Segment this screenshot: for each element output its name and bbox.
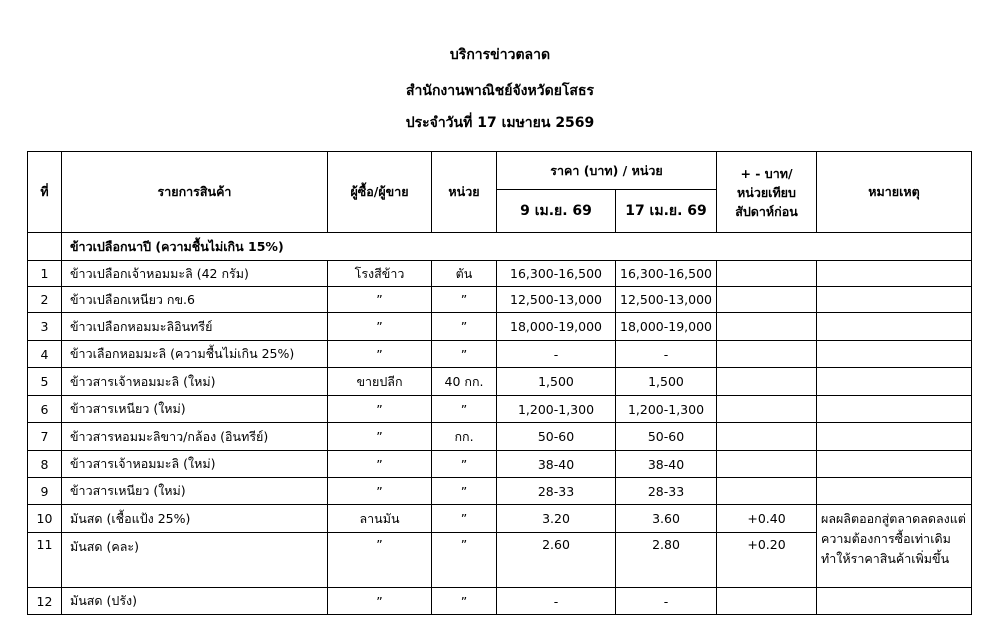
category-row (28, 233, 972, 261)
row-buyer: ” (328, 533, 432, 588)
row-buyer: ” (328, 341, 432, 368)
row-price-date1: 38-40 (497, 451, 616, 478)
row-change (717, 313, 817, 341)
table-row (28, 451, 972, 478)
row-change (717, 261, 817, 287)
table-row (28, 287, 972, 313)
row-price-date1: 12,500-13,000 (497, 287, 616, 313)
row-no: 4 (28, 341, 62, 368)
row-change (717, 478, 817, 505)
table-row (28, 396, 972, 423)
table-row (28, 478, 972, 505)
row-no: 6 (28, 396, 62, 423)
row-price-date2: - (616, 588, 717, 615)
change-header-line1: + - บาท/ (740, 165, 793, 181)
row-buyer: ขายปลีก (328, 368, 432, 396)
row-buyer: ” (328, 588, 432, 615)
table-row (28, 423, 972, 451)
col-header-date1: 9 เม.ย. 69 (497, 190, 616, 233)
col-header-date2: 17 เม.ย. 69 (616, 190, 717, 233)
table-row (28, 261, 972, 287)
col-header-buyer-seller: ผู้ซื้อ/ผู้ขาย (328, 152, 432, 233)
row-no: 1 (28, 261, 62, 287)
row-no: 10 (28, 505, 62, 533)
header-row-1 (28, 152, 972, 190)
row-unit: ” (432, 478, 497, 505)
col-header-note: หมายเหตุ (817, 152, 972, 233)
report-date: ประจำวันที่ 17 เมษายน 2569 (405, 115, 595, 131)
row-price-date2: 16,300-16,500 (616, 261, 717, 287)
row-change (717, 341, 817, 368)
row-no: 2 (28, 287, 62, 313)
row-price-date1: 18,000-19,000 (497, 313, 616, 341)
row-item: ข้าวสารเหนียว (ใหม่) (62, 478, 328, 505)
row-no: 3 (28, 313, 62, 341)
row-change (717, 588, 817, 615)
office-name: สำนักงานพาณิชย์จังหวัดยโสธร (405, 83, 595, 99)
row-change: +0.20 (717, 533, 817, 588)
row-item: ข้าวเปลือกหอมมะลิอินทรีย์ (62, 313, 328, 341)
row-item: ข้าวเปลือกเจ้าหอมมะลิ (42 กรัม) (62, 261, 328, 287)
table-row (28, 368, 972, 396)
table-row (28, 588, 972, 615)
row-item: ข้าวเลือกหอมมะลิ (ความชื้นไม่เกิน 25%) (62, 341, 328, 368)
row-note (817, 423, 972, 451)
row-price-date1: 1,200-1,300 (497, 396, 616, 423)
row-price-date2: 2.80 (616, 533, 717, 588)
col-header-change (717, 152, 817, 233)
row-price-date1: - (497, 341, 616, 368)
row-note (817, 368, 972, 396)
row-change (717, 396, 817, 423)
row-price-date1: 16,300-16,500 (497, 261, 616, 287)
row-price-date1: 1,500 (497, 368, 616, 396)
row-unit: ” (432, 588, 497, 615)
row-buyer: โรงสีข้าว (328, 261, 432, 287)
row-price-date2: 18,000-19,000 (616, 313, 717, 341)
row-price-date1: - (497, 588, 616, 615)
row-unit: ” (432, 396, 497, 423)
row-unit: ” (432, 287, 497, 313)
row-price-date2: 3.60 (616, 505, 717, 533)
report-title: บริการข่าวตลาด (449, 47, 551, 63)
col-header-unit: หน่วย (432, 152, 497, 233)
row-unit: ” (432, 341, 497, 368)
row-note (817, 396, 972, 423)
row-price-date2: 12,500-13,000 (616, 287, 717, 313)
row-price-date2: 1,200-1,300 (616, 396, 717, 423)
row-unit: ” (432, 533, 497, 588)
row-item: ข้าวเปลือกเหนียว กข.6 (62, 287, 328, 313)
row-unit: กก. (432, 423, 497, 451)
table-row (28, 505, 972, 533)
row-item: ข้าวสารหอมมะลิขาว/กล้อง (อินทรีย์) (62, 423, 328, 451)
row-no: 9 (28, 478, 62, 505)
row-buyer: ” (328, 478, 432, 505)
row-note (817, 287, 972, 313)
row-change (717, 451, 817, 478)
row-price-date2: - (616, 341, 717, 368)
row-no: 5 (28, 368, 62, 396)
row-change (717, 287, 817, 313)
row-no: 7 (28, 423, 62, 451)
row-price-date1: 28-33 (497, 478, 616, 505)
row-note (817, 341, 972, 368)
row-price-date1: 3.20 (497, 505, 616, 533)
row-buyer: ” (328, 423, 432, 451)
category-label: ข้าวเปลือกนาปี (ความชื้นไม่เกิน 15%) (62, 233, 972, 261)
row-note (817, 588, 972, 615)
row-price-date1: 50-60 (497, 423, 616, 451)
row-price-date1: 2.60 (497, 533, 616, 588)
row-no: 11 (28, 533, 62, 588)
category-no-cell (28, 233, 62, 261)
row-no: 12 (28, 588, 62, 615)
row-buyer: ” (328, 313, 432, 341)
row-unit: ” (432, 313, 497, 341)
col-header-price-group: ราคา (บาท) / หน่วย (497, 152, 717, 190)
row-note-merged: ผลผลิตออกสู่ตลาดลดลงแต่ความต้องการซื้อเท่าเดิมทำให้ราคาสินค้าเพิ่มขึ้น (817, 505, 972, 588)
row-change (717, 368, 817, 396)
row-item: มันสด (ปรัง) (62, 588, 328, 615)
row-item: มันสด (คละ) (62, 533, 328, 588)
col-header-no: ที่ (28, 152, 62, 233)
row-note (817, 313, 972, 341)
row-buyer: ” (328, 396, 432, 423)
row-unit: ” (432, 451, 497, 478)
row-note (817, 478, 972, 505)
row-note (817, 261, 972, 287)
row-price-date2: 50-60 (616, 423, 717, 451)
row-item: มันสด (เชื้อแป้ง 25%) (62, 505, 328, 533)
col-header-item: รายการสินค้า (62, 152, 328, 233)
row-price-date2: 38-40 (616, 451, 717, 478)
row-buyer: ” (328, 287, 432, 313)
price-table (27, 151, 972, 615)
row-buyer: ลานมัน (328, 505, 432, 533)
table-row (28, 341, 972, 368)
change-header-line3: สัปดาห์ก่อน (735, 203, 798, 219)
row-unit: ” (432, 505, 497, 533)
row-change: +0.40 (717, 505, 817, 533)
row-no: 8 (28, 451, 62, 478)
row-buyer: ” (328, 451, 432, 478)
row-unit: ตัน (432, 261, 497, 287)
change-header-line2: หน่วยเทียบ (737, 184, 796, 200)
row-unit: 40 กก. (432, 368, 497, 396)
row-item: ข้าวสารเหนียว (ใหม่) (62, 396, 328, 423)
row-note (817, 451, 972, 478)
row-item: ข้าวสารเจ้าหอมมะลิ (ใหม่) (62, 368, 328, 396)
row-item: ข้าวสารเจ้าหอมมะลิ (ใหม่) (62, 451, 328, 478)
row-price-date2: 1,500 (616, 368, 717, 396)
table-row (28, 313, 972, 341)
row-change (717, 423, 817, 451)
row-price-date2: 28-33 (616, 478, 717, 505)
